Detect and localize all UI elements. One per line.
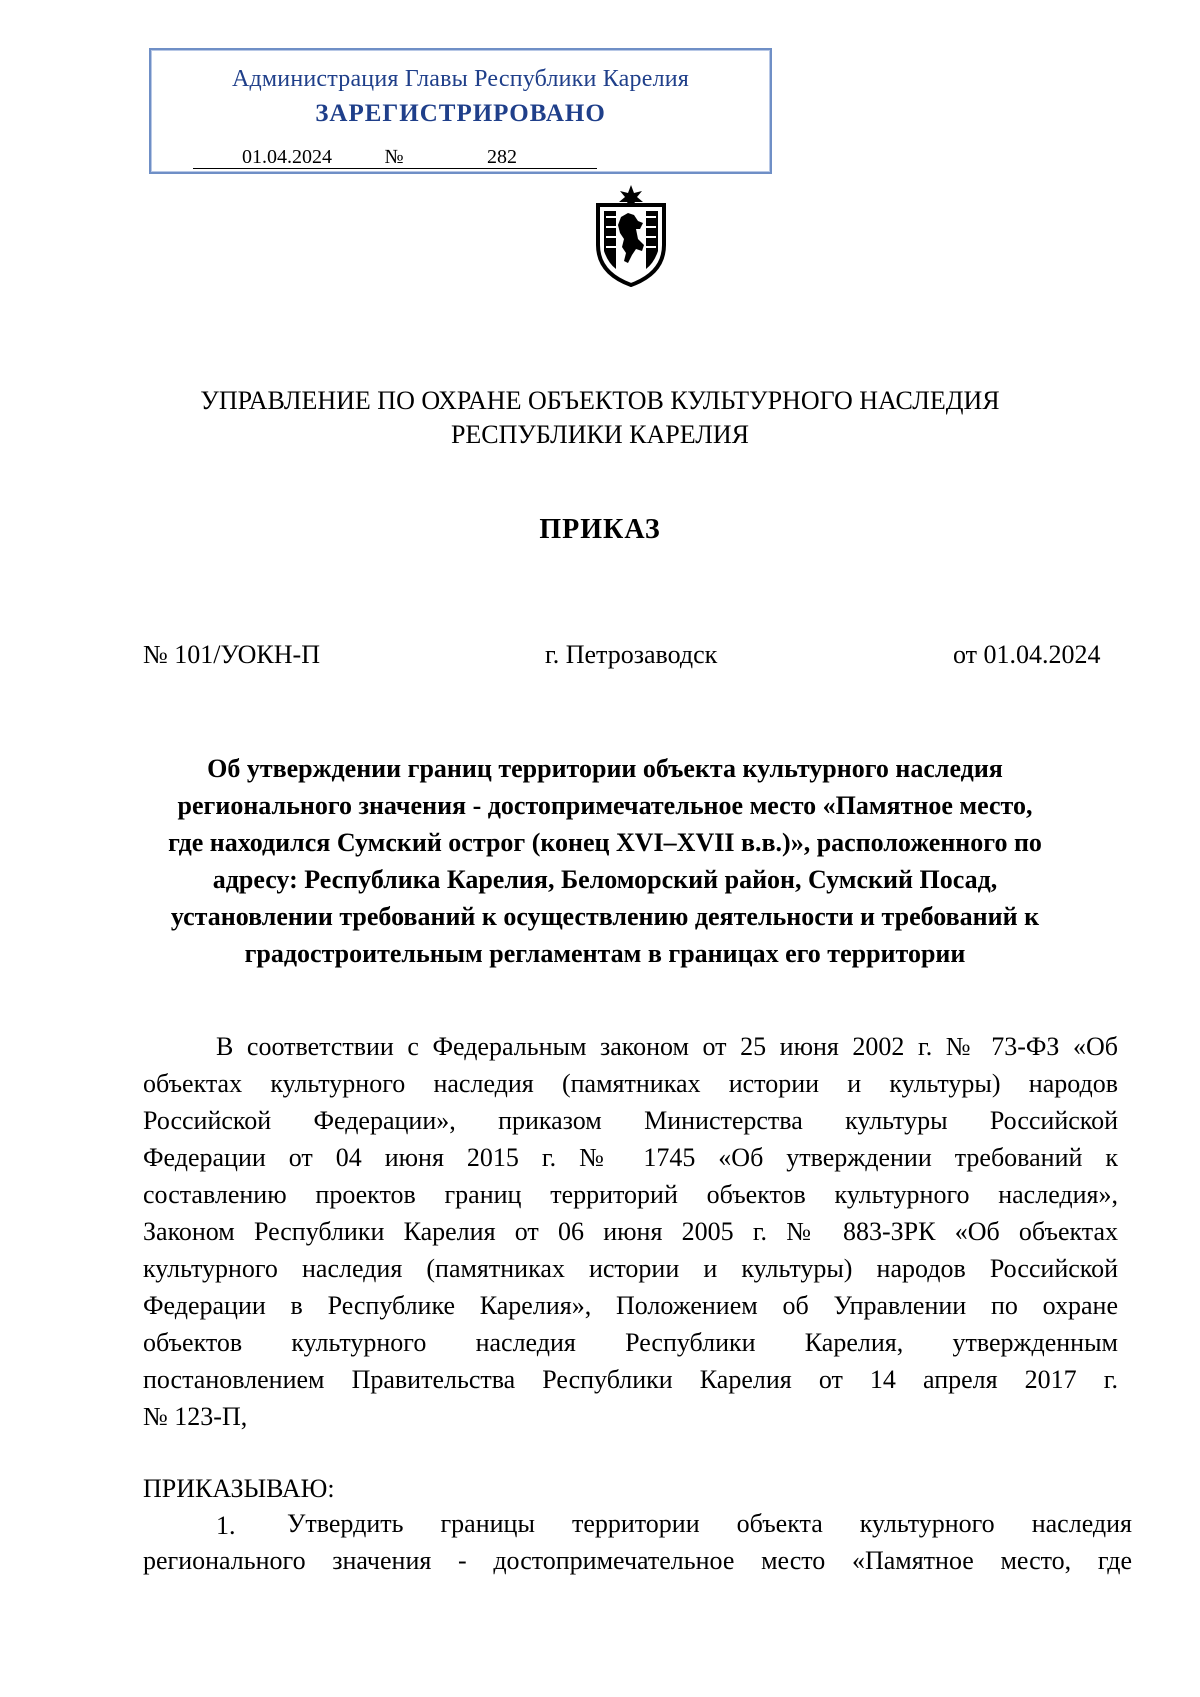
subject-line: где находился Сумский острог (конец XVI–XVII в.в.)», расположенного по — [168, 828, 1042, 857]
preamble-line: объектов культурного наследия Республики Карелия, утвержденным — [143, 1328, 1118, 1357]
order-verb: ПРИКАЗЫВАЮ: — [143, 1474, 335, 1503]
preamble-paragraph — [143, 1028, 1118, 1435]
registration-stamp — [149, 48, 772, 174]
document-type-title: ПРИКАЗ — [539, 514, 661, 545]
karelia-coat-of-arms-icon — [588, 183, 674, 287]
subject-line: установлении требований к осуществлению деятельности и требований к — [170, 902, 1040, 931]
preamble-line: Законом Республики Карелия от 06 июня 2005 г. № 883-ЗРК «Об объектах — [143, 1217, 1118, 1246]
preamble-line: Федерации от 04 июня 2015 г. № 1745 «Об утверждении требований к — [143, 1143, 1118, 1172]
order-subject — [130, 750, 1080, 972]
stamp-authority: Администрация Главы Республики Карелия — [231, 66, 690, 92]
item-1-number: 1. — [216, 1511, 236, 1540]
subject-line: регионального значения - достопримечательное место «Памятное место, — [177, 791, 1033, 820]
subject-line: адресу: Республика Карелия, Беломорский район, Сумский Посад, — [212, 865, 998, 894]
subject-line: градостроительным регламентам в границах его территории — [244, 939, 966, 968]
organization-name-line2: РЕСПУБЛИКИ КАРЕЛИЯ — [450, 420, 750, 449]
item-1-line: регионального значения - достопримечательное место «Памятное место, где — [143, 1546, 1132, 1575]
item-1-first-line — [287, 1505, 1132, 1542]
preamble-line: составлению проектов границ территорий объектов культурного наследия», — [143, 1180, 1118, 1209]
preamble-line: культурного наследия (памятниках истории и культуры) народов Российской — [143, 1254, 1118, 1283]
order-city: г. Петрозаводск — [545, 640, 718, 669]
organization-name-line1: УПРАВЛЕНИЕ ПО ОХРАНЕ ОБЪЕКТОВ КУЛЬТУРНОГО НАСЛЕДИЯ — [200, 386, 1000, 415]
stamp-date: 01.04.2024 — [193, 146, 381, 169]
stamp-registration-line — [193, 146, 597, 169]
order-number: № 101/УОКН-П — [143, 640, 320, 669]
preamble-line: Российской Федерации», приказом Министерства культуры Российской — [143, 1106, 1118, 1135]
order-date: от 01.04.2024 — [953, 640, 1101, 669]
item-1-second-line — [143, 1542, 1132, 1579]
preamble-line: объектах культурного наследия (памятниках истории и культуры) народов — [143, 1069, 1118, 1098]
preamble-line: постановлением Правительства Республики Карелия от 14 апреля 2017 г. — [143, 1365, 1118, 1394]
subject-line: Об утверждении границ территории объекта культурного наследия — [207, 754, 1003, 783]
stamp-number: 282 — [407, 146, 597, 169]
stamp-number-sign: № — [381, 146, 407, 169]
preamble-line: Федерации в Республике Карелия», Положением об Управлении по охране — [143, 1291, 1118, 1320]
preamble-line: № 123-П, — [143, 1402, 248, 1431]
item-1-line: Утвердить границы территории объекта культурного наследия — [287, 1509, 1132, 1538]
stamp-registered: ЗАРЕГИСТРИРОВАНО — [315, 100, 606, 127]
preamble-line: В соответствии с Федеральным законом от 25 июня 2002 г. № 73-ФЗ «Об — [216, 1032, 1118, 1061]
